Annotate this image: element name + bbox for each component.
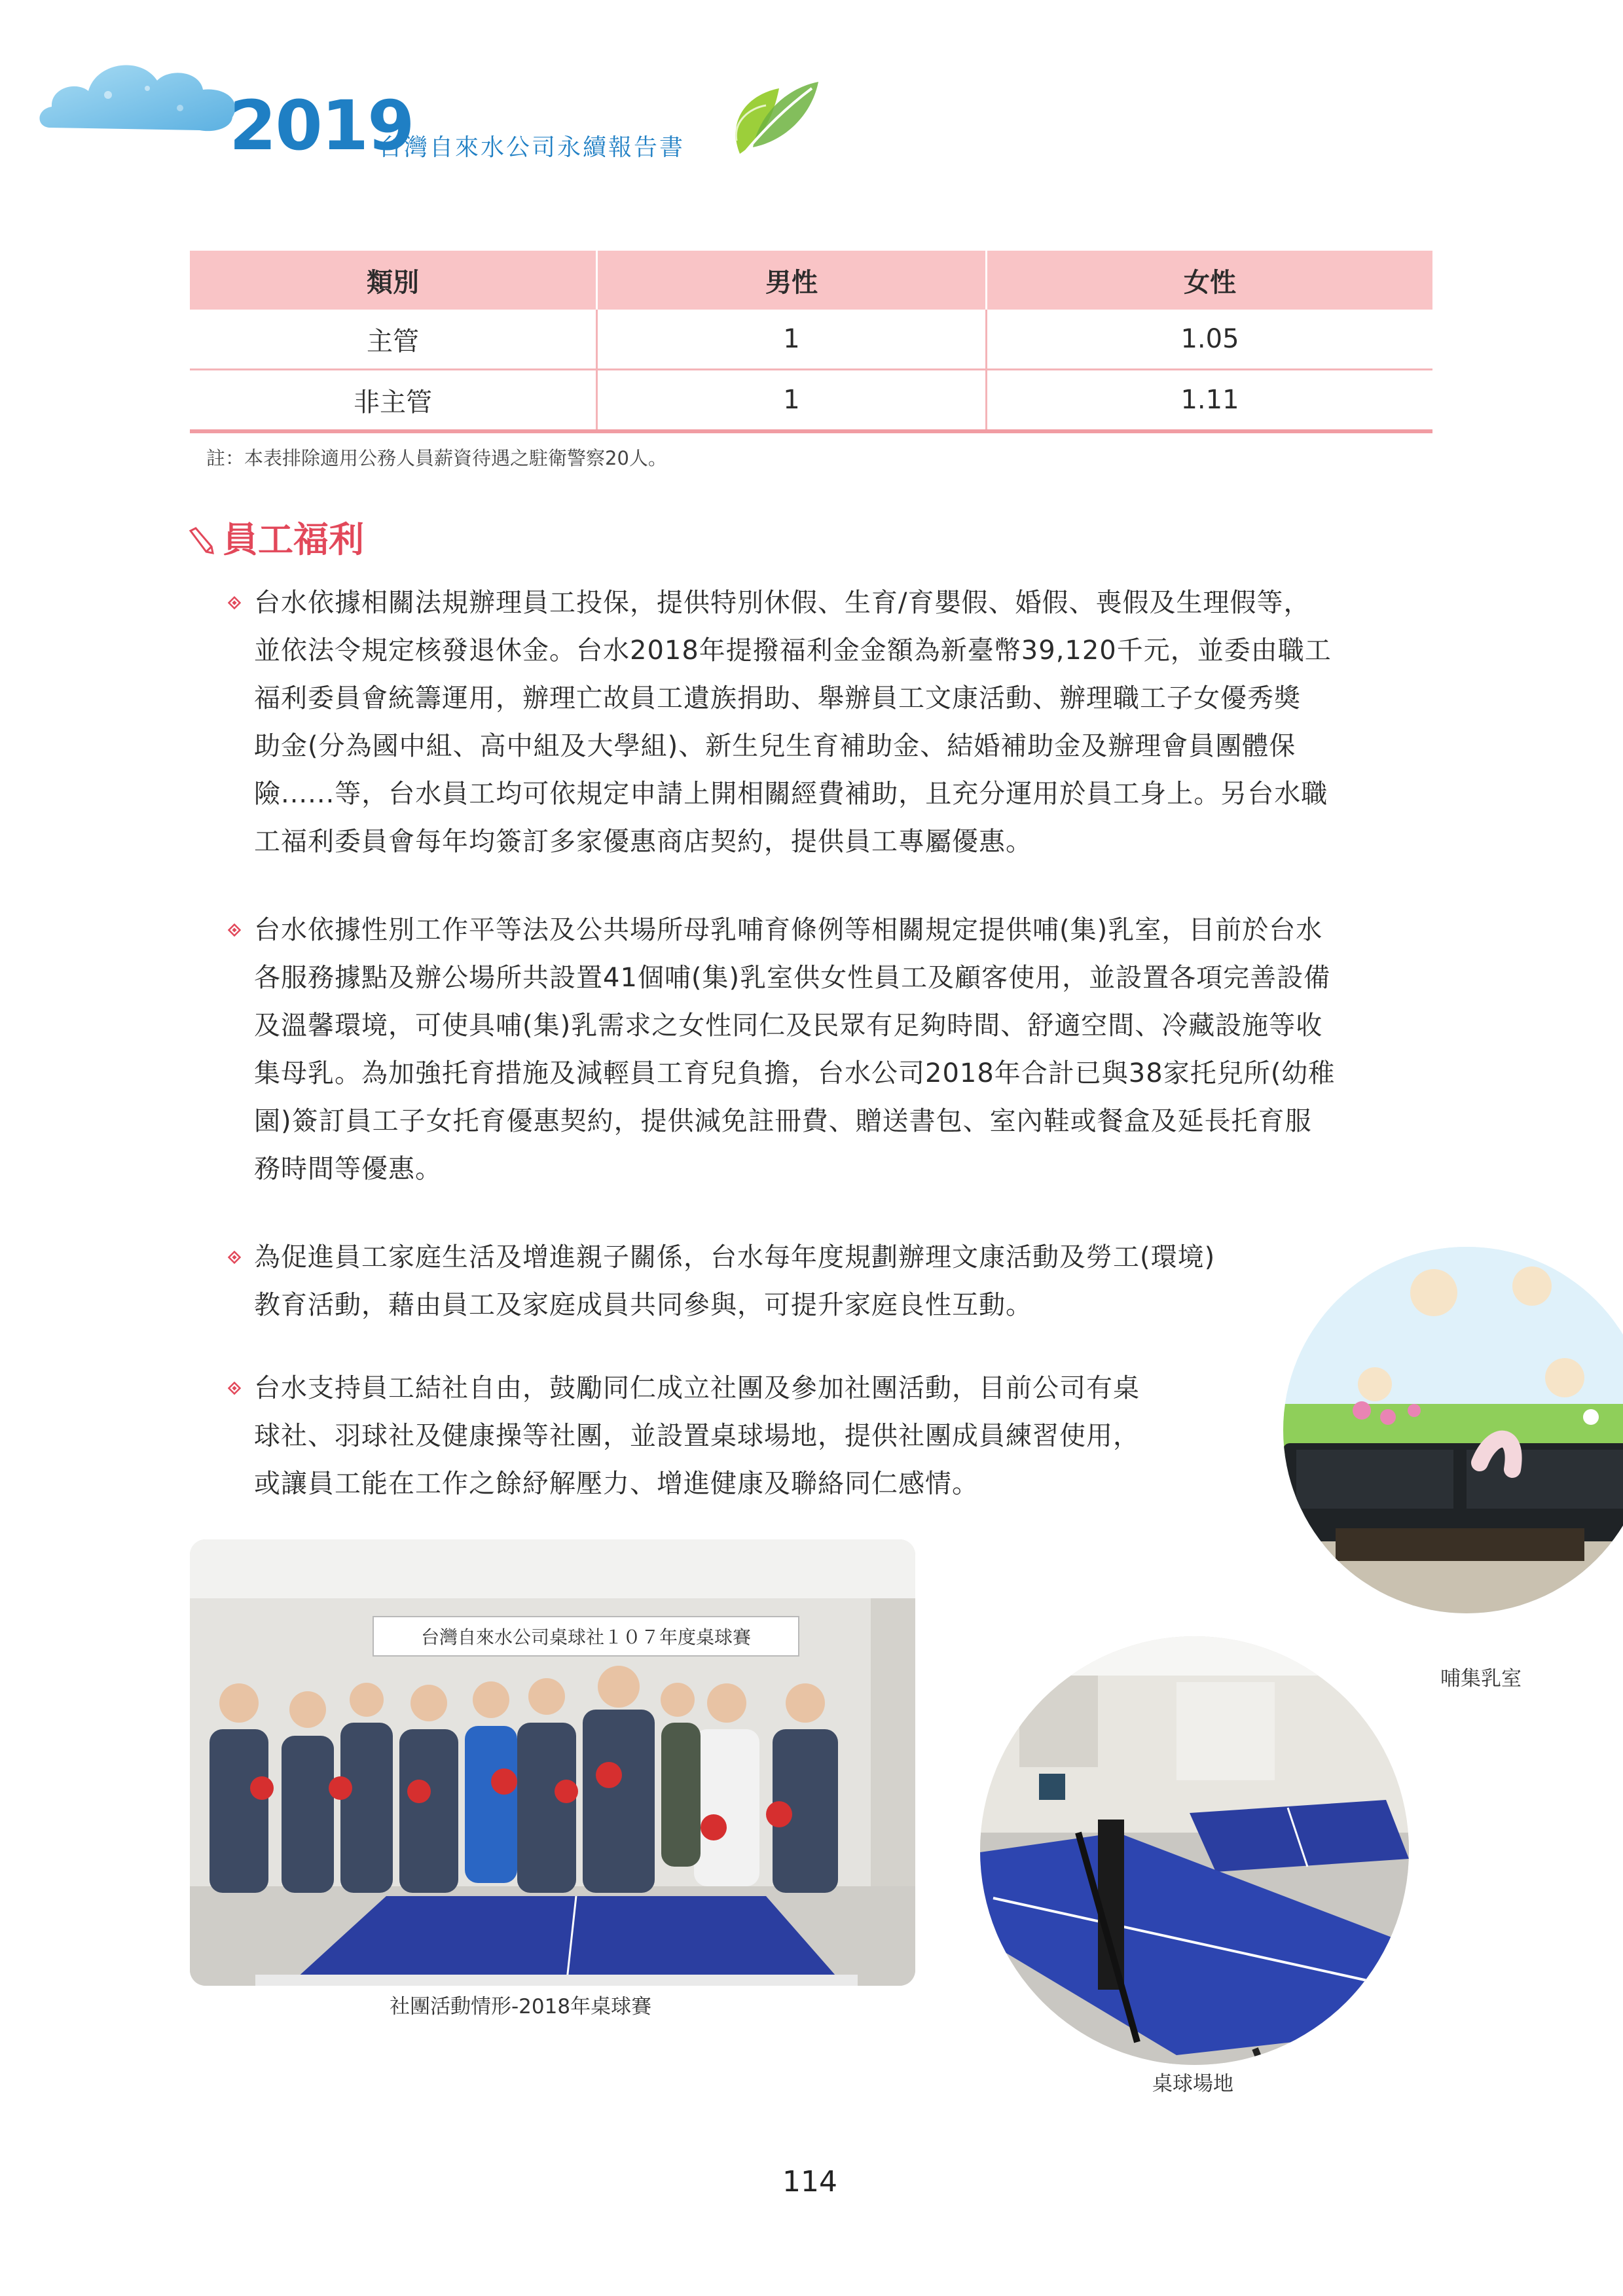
table-cell: 非主管 [190, 370, 597, 432]
paragraph-line: 險......等，台水員工均可依規定申請上開相關經費補助，且充分運用於員工身上。另台水職 [254, 779, 1328, 809]
paragraph-line: 台水依據性別工作平等法及公共場所母乳哺育條例等相關規定提供哺(集)乳室，目前於台水 [254, 915, 1323, 945]
paragraph-line: 工福利委員會每年均簽訂多家優惠商店契約，提供員工專屬優惠。 [254, 827, 1032, 857]
page-number: 114 [782, 2165, 837, 2198]
diamond-bullet-icon [228, 1382, 241, 1395]
table-tennis-venue-caption: 桌球場地 [1152, 2072, 1233, 2096]
nursing-room-illustration [1283, 1247, 1623, 1613]
table-row [190, 310, 1432, 370]
column-header: 男性 [597, 251, 987, 310]
table-note: 註：本表排除適用公務人員薪資待遇之駐衛警察20人。 [206, 447, 667, 469]
paragraph-line: 並依法令規定核發退休金。台水2018年提撥福利金金額為新臺幣39,120千元，並委由職工 [254, 636, 1332, 666]
leaf-logo-icon [720, 62, 825, 160]
tournament-photo [190, 1539, 915, 1986]
table-cell: 1 [597, 310, 987, 370]
report-title: 台灣自來水公司永續報告書 [378, 134, 685, 161]
column-header: 類別 [190, 251, 597, 310]
paragraph-line: 台水依據相關法規辦理員工投保，提供特別休假、生育/育嬰假、婚假、喪假及生理假等， [254, 588, 1311, 618]
table-tennis-venue-photo [980, 1636, 1409, 2065]
table-cell: 主管 [190, 310, 597, 370]
paragraph-line: 球社、羽球社及健康操等社團，並設置桌球場地，提供社團成員練習使用， [254, 1421, 1140, 1451]
tournament-illustration [190, 1539, 915, 1986]
paragraph-nursing [254, 906, 1335, 1193]
paragraph-benefits [254, 579, 1332, 866]
paragraph-family [254, 1234, 1215, 1329]
paragraph-line: 或讓員工能在工作之餘紓解壓力、增進健康及聯絡同仁感情。 [254, 1469, 979, 1499]
diamond-bullet-icon [228, 596, 241, 609]
paragraph-line: 台水支持員工結社自由，鼓勵同仁成立社團及參加社團活動，目前公司有桌 [254, 1373, 1140, 1403]
paragraph-clubs [254, 1365, 1140, 1508]
paragraph-line: 為促進員工家庭生活及增進親子關係，台水每年度規劃辦理文康活動及勞工(環境) [254, 1242, 1216, 1272]
paragraph-line: 園)簽訂員工子女托育優惠契約，提供減免註冊費、贈送書包、室內鞋或餐盒及延長托育服 [254, 1106, 1312, 1136]
table-cell: 1.05 [987, 310, 1433, 370]
paragraph-line: 集母乳。為加強托育措施及減輕員工育兒負擔，台水公司2018年合計已與38家托兒所(幼稚 [254, 1058, 1336, 1088]
paragraph-line: 教育活動，藉由員工及家庭成員共同參與，可提升家庭良性互動。 [254, 1290, 1032, 1320]
nursing-room-caption: 哺集乳室 [1440, 1667, 1522, 1691]
paragraph-line: 福利委員會統籌運用，辦理亡故員工遺族捐助、舉辦員工文康活動、辦理職工子女優秀獎 [254, 683, 1301, 713]
section-title: 員工福利 [223, 519, 364, 560]
column-header: 女性 [987, 251, 1433, 310]
paragraph-line: 助金(分為國中組、高中組及大學組)、新生兒生育補助金、結婚補助金及辦理會員團體保 [254, 731, 1296, 761]
paragraph-line: 各服務據點及辦公場所共設置41個哺(集)乳室供女性員工及顧客使用，並設置各項完善設備 [254, 963, 1331, 993]
cloud-logo-icon [36, 49, 252, 141]
paragraph-line: 務時間等優惠。 [254, 1154, 442, 1184]
salary-ratio-table [190, 251, 1432, 433]
diamond-bullet-icon [228, 924, 241, 937]
pencil-section-icon [187, 526, 218, 557]
table-cell: 1.11 [987, 370, 1433, 432]
tournament-banner: 台灣自來水公司桌球社１０７年度桌球賽 [420, 1626, 751, 1648]
table-tennis-venue-illustration [980, 1636, 1409, 2065]
nursing-room-photo [1283, 1247, 1623, 1613]
table-header-row [190, 251, 1432, 310]
table-row [190, 370, 1432, 432]
report-year: 2019 [229, 86, 414, 166]
tournament-caption: 社團活動情形-2018年桌球賽 [390, 1995, 652, 2018]
paragraph-line: 及溫馨環境，可使具哺(集)乳需求之女性同仁及民眾有足夠時間、舒適空間、冷藏設施等收 [254, 1011, 1323, 1041]
table-cell: 1 [597, 370, 987, 432]
diamond-bullet-icon [228, 1251, 241, 1264]
